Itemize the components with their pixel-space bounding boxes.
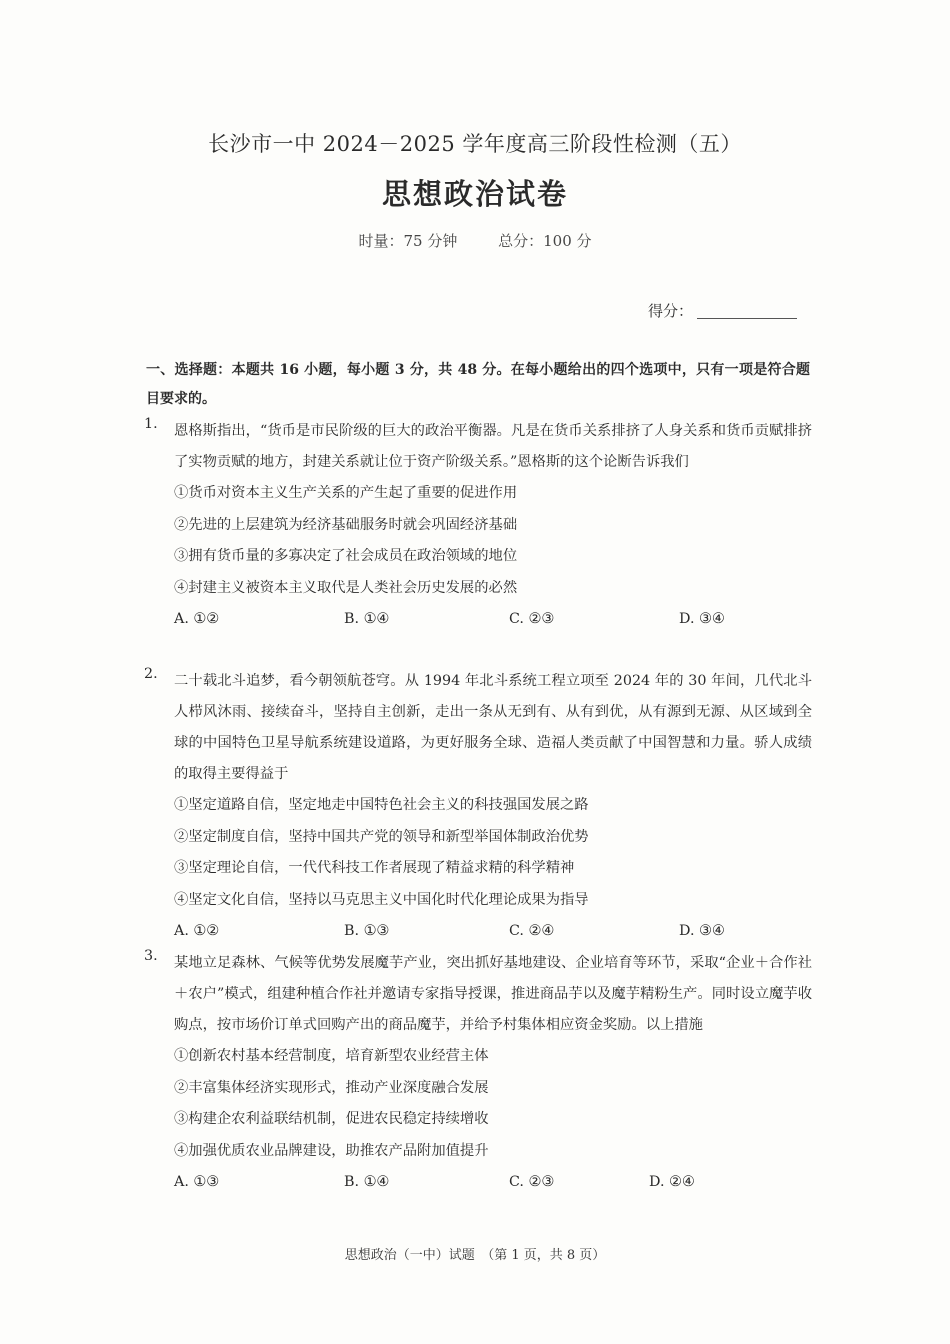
choice-b: B. ①④: [344, 1174, 390, 1190]
statement-4: ④封建主义被资本主义取代是人类社会历史发展的必然: [174, 579, 518, 596]
question-stem: 恩格斯指出，“货币是市民阶级的巨大的政治平衡器。凡是在货币关系排挤了人身关系和货币贡赋排挤了实物贡赋的地方，封建关系就让位于资产阶级关系。”恩格斯的这个论断告诉我们: [174, 423, 812, 470]
question-stem: 某地立足森林、气候等优势发展魔芋产业，突出抓好基地建设、企业培育等环节，采取“企业＋合作社＋农户”模式，组建种植合作社并邀请专家指导授课，推进商品芋以及魔芋精粉生产。同时设立魔芋收购点，按市场价订单式回购产出的商品魔芋，并给予村集体相应资金奖励。以上措施: [174, 955, 812, 1033]
choice-b: B. ①④: [344, 611, 390, 627]
page-footer: 思想政治（一中）试题 （第 1 页，共 8 页）: [344, 1248, 606, 1263]
statement-1: ①货币对资本主义生产关系的产生起了重要的促进作用: [174, 485, 518, 501]
exam-meta: [0, 230, 950, 251]
choice-b: B. ①③: [344, 923, 390, 939]
choice-a: A. ①②: [174, 923, 220, 939]
statement-3: ③拥有货币量的多寡决定了社会成员在政治领域的地位: [174, 548, 518, 564]
question-number: 3.: [144, 948, 158, 964]
choice-a: A. ①②: [174, 611, 220, 627]
choice-d: D. ②④: [649, 1174, 695, 1190]
answer-choices: [174, 916, 812, 947]
statement-3: ③坚定理论自信，一代代科技工作者展现了精益求精的科学精神: [174, 860, 575, 876]
score-field: [648, 300, 797, 321]
statement-1: ①创新农村基本经营制度，培育新型农业经营主体: [174, 1048, 489, 1064]
question-3: [144, 948, 812, 1198]
choice-d: D. ③④: [679, 611, 725, 627]
exam-subtitle: 思想政治试卷: [381, 177, 568, 211]
statement-4: ④加强优质农业品牌建设，助推农产品附加值提升: [174, 1142, 489, 1159]
answer-choices: [174, 1167, 812, 1198]
statement-2: ②先进的上层建筑为经济基础服务时就会巩固经济基础: [174, 516, 518, 533]
statement-4: ④坚定文化自信，坚持以马克思主义中国化时代化理论成果为指导: [174, 891, 589, 908]
choice-a: A. ①③: [174, 1174, 220, 1190]
score-blank: [697, 304, 797, 319]
score-label: 得分：: [648, 302, 694, 320]
statement-2: ②坚定制度自信，坚持中国共产党的领导和新型举国体制政治优势: [174, 828, 589, 845]
statement-2: ②丰富集体经济实现形式，推动产业深度融合发展: [174, 1079, 489, 1096]
answer-choices: [174, 604, 812, 635]
exam-title: 长沙市一中 2024－2025 学年度高三阶段性检测（五）: [208, 132, 742, 156]
question-1: [144, 416, 812, 635]
choice-c: C. ②④: [509, 923, 555, 939]
time-limit: 时量：75 分钟: [358, 232, 458, 250]
total-score: 总分：100 分: [498, 232, 592, 250]
question-number: 1.: [144, 416, 158, 432]
question-number: 2.: [144, 666, 158, 682]
statement-1: ①坚定道路自信，坚定地走中国特色社会主义的科技强国发展之路: [174, 797, 589, 813]
section-heading: 一、选择题：本题共 16 小题，每小题 3 分，共 48 分。在每小题给出的四个选项中，只有一项是符合题目要求的。: [146, 362, 810, 407]
statement-3: ③构建企农利益联结机制，促进农民稳定持续增收: [174, 1111, 489, 1127]
choice-c: C. ②③: [509, 1174, 555, 1190]
choice-c: C. ②③: [509, 611, 555, 627]
choice-d: D. ③④: [679, 923, 725, 939]
question-stem: 二十载北斗追梦，看今朝领航苍穹。从 1994 年北斗系统工程立项至 2024 年的 30 年间，几代北斗人栉风沐雨、接续奋斗，坚持自主创新，走出一条从无到有、从有到优，从有源到无源、从区域到全球的中国特色卫星导航系统建设道路，为更好服务全球、造福人类贡献了中国智慧和力量。骄人成绩的取得主要得益于: [174, 673, 812, 782]
question-2: [144, 666, 812, 947]
